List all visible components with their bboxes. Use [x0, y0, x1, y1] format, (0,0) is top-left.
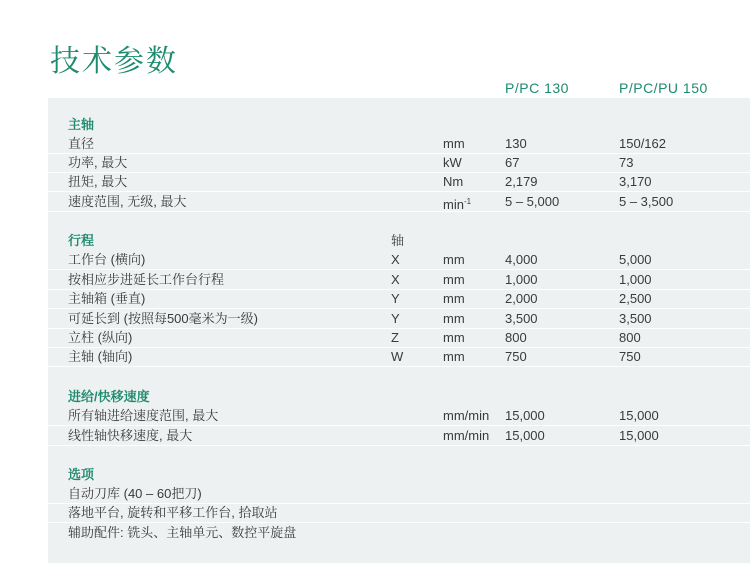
row-axis: W — [391, 349, 404, 364]
row-label: 速度范围, 无级, 最大 — [68, 194, 187, 209]
option-label: 落地平台, 旋转和平移工作台, 拾取站 — [68, 505, 278, 520]
row-axis: Z — [391, 330, 399, 345]
list-item — [48, 523, 750, 543]
row-value-model1: 2,179 — [505, 174, 538, 189]
row-axis: Y — [391, 291, 400, 306]
row-value-model2: 15,000 — [619, 428, 659, 443]
row-value-model2: 150/162 — [619, 136, 666, 151]
row-unit: mm — [443, 252, 465, 267]
row-label: 主轴 (轴向) — [68, 349, 133, 364]
row-value-model1: 15,000 — [505, 408, 545, 423]
table-row — [48, 347, 750, 367]
section-title: 行程 — [68, 233, 95, 248]
row-unit: mm — [443, 272, 465, 287]
row-value-model2: 5 – 3,500 — [619, 194, 674, 209]
row-value-model1: 130 — [505, 136, 527, 151]
table-row — [48, 172, 750, 192]
row-label: 工作台 (横向) — [68, 252, 146, 267]
section-title: 选项 — [68, 467, 95, 482]
row-axis: X — [391, 272, 400, 287]
row-value-model2: 3,500 — [619, 311, 652, 326]
table-row — [48, 406, 750, 426]
section-title: 主轴 — [68, 117, 95, 132]
row-unit: kW — [443, 155, 462, 170]
section-title: 进给/快移速度 — [68, 389, 150, 404]
section-heading-travel — [48, 231, 750, 251]
row-label: 可延长到 (按照每500毫米为一级) — [68, 311, 258, 326]
row-value-model2: 800 — [619, 330, 641, 345]
row-value-model2: 1,000 — [619, 272, 652, 287]
row-value-model1: 750 — [505, 349, 527, 364]
row-label: 主轴箱 (垂直) — [68, 291, 146, 306]
row-value-model1: 15,000 — [505, 428, 545, 443]
row-value-model1: 1,000 — [505, 272, 538, 287]
row-label: 直径 — [68, 136, 95, 151]
row-axis: Y — [391, 311, 400, 326]
option-label: 辅助配件: 铣头、主轴单元、数控平旋盘 — [68, 525, 297, 540]
row-value-model1: 4,000 — [505, 252, 538, 267]
row-unit: Nm — [443, 174, 464, 189]
section-heading-spindle — [48, 115, 750, 135]
row-value-model1: 67 — [505, 155, 520, 170]
row-value-model2: 2,500 — [619, 291, 652, 306]
row-unit: mm — [443, 136, 465, 151]
row-label: 线性轴快移速度, 最大 — [68, 428, 193, 443]
row-unit: mm — [443, 349, 465, 364]
option-label: 自动刀库 (40 – 60把刀) — [68, 486, 202, 501]
page-title: 技术参数 — [50, 44, 178, 79]
list-item — [48, 484, 750, 504]
row-axis: X — [391, 252, 400, 267]
table-row — [48, 134, 750, 154]
row-value-model2: 3,170 — [619, 174, 652, 189]
row-label: 扭矩, 最大 — [68, 174, 128, 189]
row-label: 功率, 最大 — [68, 155, 128, 170]
row-label: 按相应步进延长工作台行程 — [68, 272, 225, 287]
table-row — [48, 153, 750, 173]
row-value-model1: 800 — [505, 330, 527, 345]
axis-column-header: 轴 — [391, 233, 405, 248]
section-heading-feed — [48, 387, 750, 407]
row-value-model1: 5 – 5,000 — [505, 194, 560, 209]
row-label: 所有轴进给速度范围, 最大 — [68, 408, 219, 423]
column-header-model2: P/PC/PU 150 — [619, 80, 708, 96]
list-item — [48, 503, 750, 523]
row-unit: mm — [443, 330, 465, 345]
table-row — [48, 328, 750, 348]
row-unit: mm — [443, 311, 465, 326]
table-row — [48, 426, 750, 446]
column-header-model1: P/PC 130 — [505, 80, 569, 96]
row-unit: mm/min — [443, 408, 490, 423]
row-value-model2: 5,000 — [619, 252, 652, 267]
section-heading-options — [48, 465, 750, 485]
table-row — [48, 250, 750, 270]
row-label: 立柱 (纵向) — [68, 330, 133, 345]
row-value-model1: 3,500 — [505, 311, 538, 326]
row-value-model2: 15,000 — [619, 408, 659, 423]
row-unit: mm — [443, 291, 465, 306]
row-value-model1: 2,000 — [505, 291, 538, 306]
unit-exponent: -1 — [463, 197, 472, 206]
row-unit — [443, 192, 471, 215]
table-row — [48, 289, 750, 309]
row-value-model2: 73 — [619, 155, 634, 170]
row-value-model2: 750 — [619, 349, 641, 364]
table-row — [48, 309, 750, 329]
table-row — [48, 270, 750, 290]
unit-base: min — [443, 197, 464, 212]
table-row — [48, 192, 750, 212]
row-unit: mm/min — [443, 428, 490, 443]
